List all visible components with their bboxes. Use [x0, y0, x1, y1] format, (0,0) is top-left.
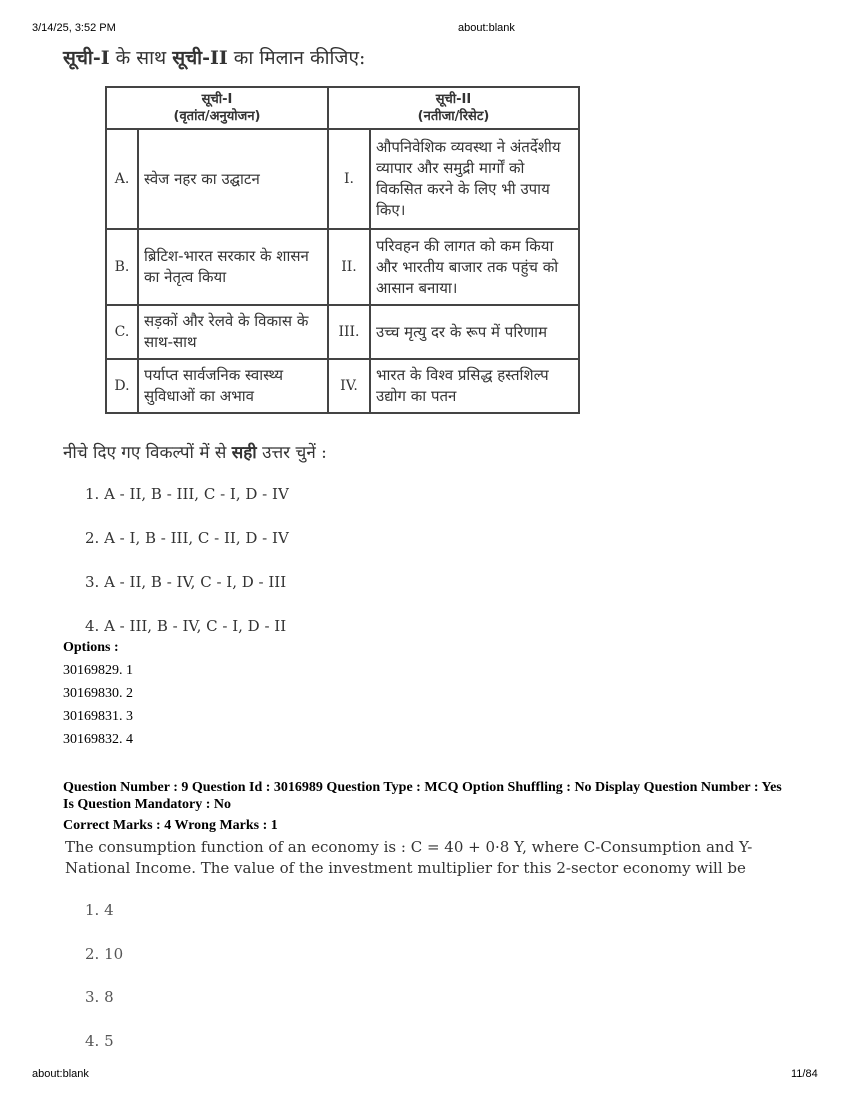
list2-item: परिवहन की लागत को कम किया और भारतीय बाजार तक पहुंच को आसान बनाया।	[370, 229, 579, 305]
row-label: D.	[106, 359, 138, 413]
row-label: B.	[106, 229, 138, 305]
row-label: A.	[106, 129, 138, 229]
list1-item: सड़कों और रेलवे के विकास के साथ-साथ	[138, 305, 328, 359]
list-item: 2. 10	[85, 945, 124, 963]
table-row	[106, 129, 579, 229]
list-item: 4. 5	[85, 1032, 114, 1050]
list1-item: पर्याप्त सार्वजनिक स्वास्थ्य सुविधाओं का अभाव	[138, 359, 328, 413]
match-table	[105, 86, 580, 414]
question-marks: Correct Marks : 4 Wrong Marks : 1	[63, 818, 278, 833]
row-number: II.	[328, 229, 370, 305]
page-number: 11/84	[791, 1068, 818, 1080]
list2-item: उच्च मृत्यु दर के रूप में परिणाम	[370, 305, 579, 359]
heading-connector: के साथ	[109, 47, 173, 69]
list-item: 3. 8	[85, 988, 114, 1006]
table-row	[106, 305, 579, 359]
row-number: I.	[328, 129, 370, 229]
list2-item: औपनिवेशिक व्यवस्था ने अंतर्देशीय व्यापार और समुद्री मार्गों को विकसित करने के लिए भी उपाय किए।	[370, 129, 579, 229]
print-url: about:blank	[458, 22, 515, 34]
heading-instruction: का मिलान कीजिए:	[227, 47, 366, 69]
option-id-line: 30169830. 2	[63, 686, 133, 701]
list-item: 1. A - II, B - III, C - I, D - IV	[85, 485, 289, 503]
option-id-line: 30169832. 4	[63, 732, 133, 747]
print-datetime: 3/14/25, 3:52 PM	[32, 22, 116, 34]
row-number: IV.	[328, 359, 370, 413]
question-text: The consumption function of an economy is : C = 40 + 0·8 Y, where C-Consumption and Y-National Income. The value of the investment multiplier for this 2-sector economy will be	[65, 838, 753, 877]
list-item: 4. A - III, B - IV, C - I, D - II	[85, 617, 287, 635]
options-title: Options :	[63, 640, 119, 655]
list1-item: ब्रिटिश-भारत सरकार के शासन का नेतृत्व किया	[138, 229, 328, 305]
table-row	[106, 359, 579, 413]
footer-url: about:blank	[32, 1068, 89, 1080]
list2-label: सूची-II	[172, 47, 228, 69]
col1-header: सूची-I (वृतांत/अनुयोजन)	[106, 87, 328, 129]
option-id-line: 30169831. 3	[63, 709, 133, 724]
list-item: 3. A - II, B - IV, C - I, D - III	[85, 573, 287, 591]
list1-label: सूची-I	[63, 47, 110, 69]
list2-item: भारत के विश्व प्रसिद्ध हस्तशिल्प उद्योग का पतन	[370, 359, 579, 413]
match-table-header-row	[106, 87, 579, 129]
question-meta: Question Number : 9 Question Id : 3016989 Question Type : MCQ Option Shuffling : No Display Question Number : Yes Is Question Mandatory : No	[63, 780, 782, 812]
table-row	[106, 229, 579, 305]
list-item: 2. A - I, B - III, C - II, D - IV	[85, 529, 289, 547]
row-number: III.	[328, 305, 370, 359]
col2-header: सूची-II (नतीजा/रिसेट)	[328, 87, 579, 129]
list1-item: स्वेज नहर का उद्घाटन	[138, 129, 328, 229]
row-label: C.	[106, 305, 138, 359]
match-heading	[63, 44, 365, 70]
correct-word: सही	[231, 443, 257, 463]
list-item: 1. 4	[85, 901, 114, 919]
option-id-line: 30169829. 1	[63, 663, 133, 678]
choose-instruction: नीचे दिए गए विकल्पों में से सही उत्तर चुनें :	[63, 443, 327, 463]
